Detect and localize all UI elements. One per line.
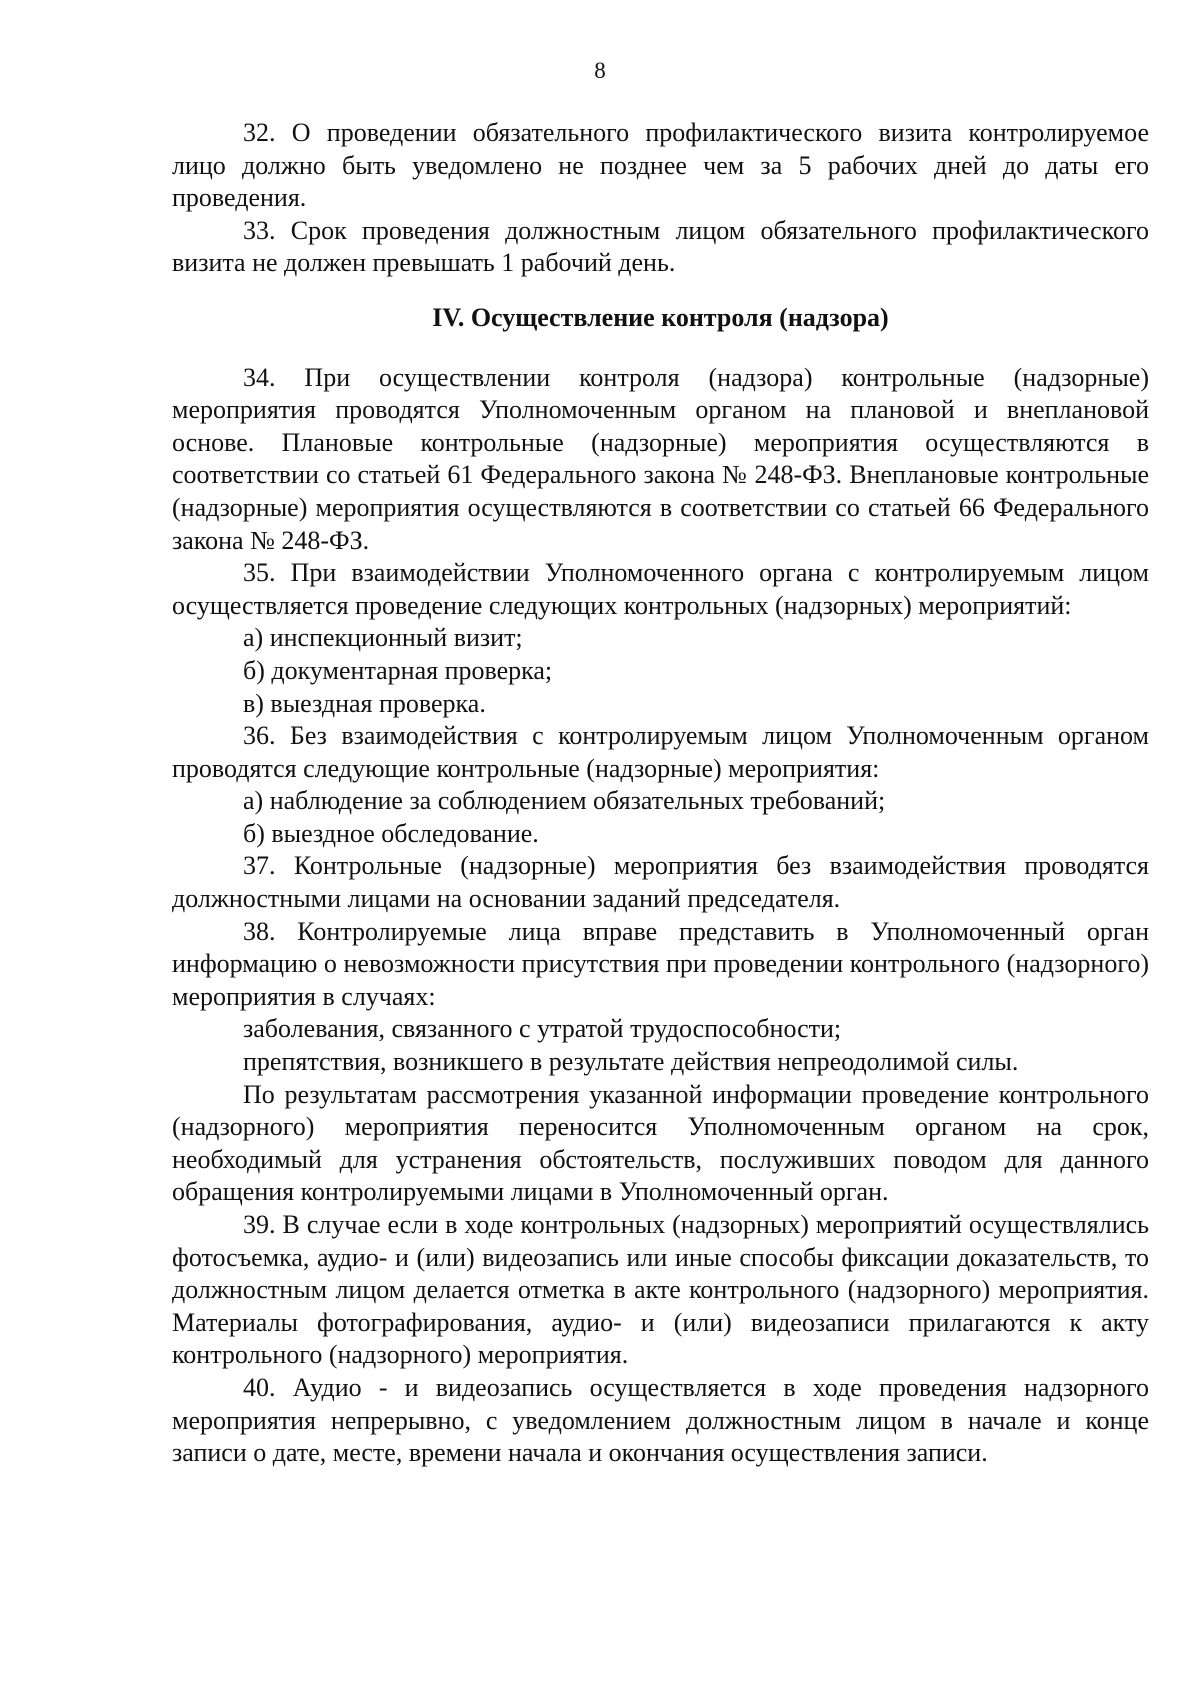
paragraph-34: 34. При осуществлении контроля (надзора) контрольные (надзорные) мероприятия проводятся Уполномоченным органом на плановой и внеплановой основе. Плановые контрольные (надзорные) мероприятия осуществляются в соответствии со статьей 61 Федерального закона № 248-ФЗ. Внеплановые контрольные (надзорные) мероприятия осуществляются в соответствии со статьей 66 Федерального закона № 248-ФЗ. <box>172 362 1149 555</box>
paragraph-38-result: По результатам рассмотрения указанной информации проведение контрольного (надзорного) мероприятия переносится Уполномоченным органом на срок, необходимый для устранения обстоятельств, послуживших поводом для данного обращения контролируемыми лицами в Уполномоченный орган. <box>172 1079 1149 1207</box>
list-item: а) инспекционный визит; <box>243 623 523 653</box>
list-item: б) выездное обследование. <box>243 818 539 848</box>
paragraph-36: 36. Без взаимодействия с контролируемым лицом Уполномоченным органом проводятся следующие контрольные (надзорные) мероприятия: <box>172 721 1149 783</box>
page-number: 8 <box>594 58 606 83</box>
paragraph-39: 39. В случае если в ходе контрольных (надзорных) мероприятий осуществлялись фотосъемка, аудио- и (или) видеозапись или иные способы фиксации доказательств, то должностным лицом делается отметка в акте контрольного (надзорного) мероприятия. Материалы фотографирования, аудио- и (или) видеозаписи прилагаются к акту контрольного (надзорного) мероприятия. <box>172 1210 1149 1370</box>
paragraph-32: 32. О проведении обязательного профилактического визита контролируемое лицо должно быть уведомлено не позднее чем за 5 рабочих дней до даты его проведения. <box>172 118 1149 213</box>
paragraph-35: 35. При взаимодействии Уполномоченного органа с контролируемым лицом осуществляется проведение следующих контрольных (надзорных) мероприятий: <box>172 558 1149 620</box>
list-item: б) документарная проверка; <box>243 655 553 685</box>
list-item: а) наблюдение за соблюдением обязательных требований; <box>243 786 886 816</box>
paragraph-33: 33. Срок проведения должностным лицом обязательного профилактического визита не должен превышать 1 рабочий день. <box>172 215 1149 278</box>
section-heading: IV. Осуществление контроля (надзора) <box>432 302 889 332</box>
paragraph-40: 40. Аудио - и видеозапись осуществляется в ходе проведения надзорного мероприятия непрерывно, с уведомлением должностным лицом в начале и конце записи о дате, месте, времени начала и окончания осуществления записи. <box>172 1372 1149 1468</box>
list-item: в) выездная проверка. <box>243 688 486 718</box>
list-item: заболевания, связанного с утратой трудоспособности; <box>243 1014 842 1044</box>
list-item: препятствия, возникшего в результате действия непреодолимой силы. <box>243 1047 1019 1077</box>
document-body <box>172 117 1149 1470</box>
paragraph-38: 38. Контролируемые лица вправе представить в Уполномоченный орган информацию о невозможности присутствия при проведении контрольного (надзорного) мероприятия в случаях: <box>172 916 1149 1011</box>
paragraph-37: 37. Контрольные (надзорные) мероприятия без взаимодействия проводятся должностными лицами на основании заданий председателя. <box>172 851 1149 914</box>
